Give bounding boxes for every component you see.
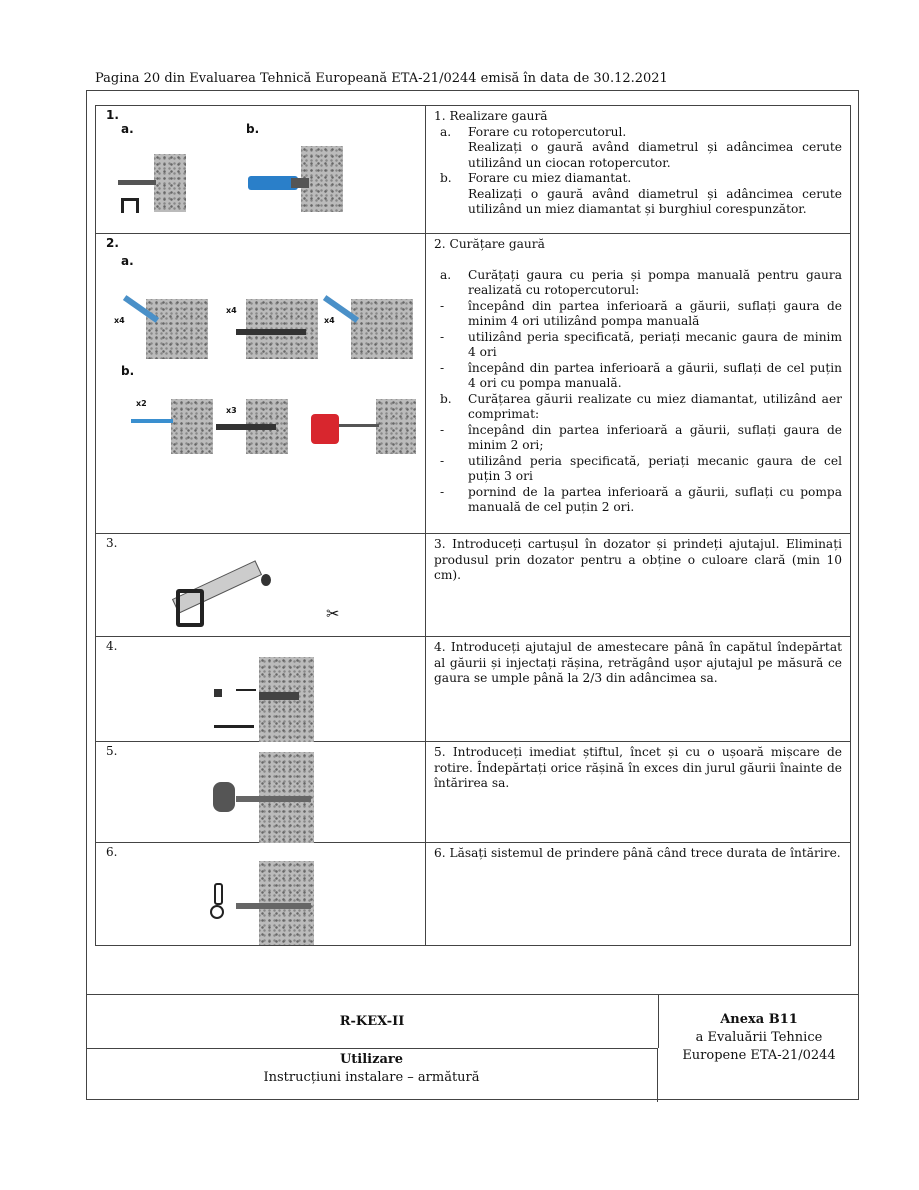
list-item	[434, 140, 842, 171]
step-row-3	[96, 534, 850, 637]
step-number: 2.	[106, 236, 119, 250]
list-item	[434, 299, 842, 330]
list-marker: b.	[440, 171, 452, 185]
list-item	[434, 485, 842, 516]
list-marker: b.	[440, 391, 452, 406]
list-text: Realizați o gaură având diametrul și adâncimea cerute utilizând un miez diamantat și burghiul corespunzător.	[468, 186, 842, 216]
step-number: 1.	[106, 108, 119, 122]
footer-usage	[86, 1048, 658, 1102]
sub-label-b: b.	[246, 122, 260, 136]
annex-info	[659, 1011, 859, 1065]
step-5-illustration	[96, 742, 426, 842]
list-marker: -	[440, 298, 445, 313]
scissors-icon: ✂	[326, 604, 340, 623]
list-marker: -	[440, 329, 445, 344]
sub-label-a: a.	[121, 254, 134, 268]
annex-title: Anexa B11	[720, 1012, 798, 1027]
list-item	[434, 454, 842, 485]
list-marker	[434, 187, 468, 218]
usage-subtitle: Instrucțiuni instalare – armătură	[263, 1070, 480, 1085]
list-text: începând din partea inferioară a găurii, suflați gaura de minim 4 ori utilizând pompa manuală	[468, 298, 842, 328]
step-3-text: 3. Introduceți cartușul în dozator și prindeți ajutajul. Eliminați produsul prin dozator pentru a obține o culoare clară (min 10 cm).	[434, 537, 842, 582]
step-2-illustration: 2. a. b. x4 x4 x4 x2 x3	[96, 234, 426, 533]
page-header: Pagina 20 din Evaluarea Tehnică Europeană ETA-21/0244 emisă în data de 30.12.2021	[95, 71, 668, 86]
list-marker: a.	[440, 267, 452, 282]
step-2-text	[426, 234, 850, 533]
list-marker: -	[440, 484, 445, 499]
step-row-6	[96, 843, 850, 945]
list-text: Forare cu miez diamantat.	[468, 171, 632, 185]
step-number: 6.	[106, 845, 118, 859]
step-row-5	[96, 742, 850, 843]
step-1-text	[426, 106, 850, 233]
list-text: utilizând peria specificată, periați mecanic gaura de minim 4 ori	[468, 329, 842, 359]
step-number: 4.	[106, 639, 118, 653]
instructions-table	[95, 105, 851, 946]
step-number: 5.	[106, 744, 118, 758]
list-text: utilizând peria specificată, periați mecanic gaura de cel puțin 3 ori	[468, 453, 842, 483]
product-name: R-KEX-II	[86, 995, 659, 1048]
step-4-text: 4. Introduceți ajutajul de amestecare până în capătul îndepărtat al găurii și injectați rășina, retrăgând ușor ajutajul pe măsură ce gaura se umple până la 2/3 din adâncimea sa.	[434, 640, 842, 685]
list-item	[434, 171, 842, 187]
list-text: pornind de la partea inferioară a găurii, suflați cu pompa manuală de cel puțin 2 ori.	[468, 484, 842, 514]
list-marker: -	[440, 422, 445, 437]
step-1-illustration	[96, 106, 426, 233]
annex-line: Europene ETA-21/0244	[682, 1048, 836, 1063]
list-text: Realizați o gaură având diametrul și adâncimea cerute utilizând un ciocan rotopercutor.	[468, 140, 842, 170]
list-marker	[434, 140, 468, 171]
list-item	[434, 423, 842, 454]
list-marker: -	[440, 360, 445, 375]
list-item	[434, 125, 842, 141]
step-title: 2. Curățare gaură	[434, 237, 545, 251]
footer-block	[86, 994, 859, 1102]
clock-icon	[210, 905, 224, 919]
step-number: 3.	[106, 536, 118, 550]
usage-title: Utilizare	[339, 1052, 404, 1067]
step-5-text: 5. Introduceți imediat știftul, încet și cu o ușoară mișcare de rotire. Îndepărtați orice rășină în exces din jurul găurii înainte de întărirea sa.	[434, 745, 842, 790]
list-text: Forare cu rotopercutorul.	[468, 124, 627, 139]
list-item	[434, 361, 842, 392]
list-text: începând din partea inferioară a găurii, suflați de cel puțin 4 ori cu pompa manuală.	[468, 360, 842, 390]
annex-line: a Evaluării Tehnice	[695, 1030, 823, 1045]
list-text: Curățarea găurii realizate cu miez diamantat, utilizând aer comprimat:	[468, 391, 842, 421]
list-text: Curățați gaura cu peria și pompa manuală pentru gaura realizată cu rotopercutorul:	[468, 267, 842, 297]
list-item	[434, 268, 842, 299]
step-row-4	[96, 637, 850, 742]
step-6-text: 6. Lăsați sistemul de prindere până când trece durata de întărire.	[434, 846, 841, 860]
step-4-illustration	[96, 637, 426, 741]
sub-label-a: a.	[121, 122, 134, 136]
list-marker: a.	[440, 124, 452, 139]
step-6-illustration	[96, 843, 426, 945]
step-row-2	[96, 234, 850, 534]
list-item	[434, 187, 842, 218]
list-item	[434, 330, 842, 361]
step-title: 1. Realizare gaură	[434, 109, 548, 123]
sub-label-b: b.	[121, 364, 135, 378]
step-row-1	[96, 106, 850, 234]
step-3-illustration	[96, 534, 426, 636]
list-marker: -	[440, 453, 445, 468]
list-text: începând din partea inferioară a găurii, suflați gaura de minim 2 ori;	[468, 422, 842, 452]
list-item	[434, 392, 842, 423]
